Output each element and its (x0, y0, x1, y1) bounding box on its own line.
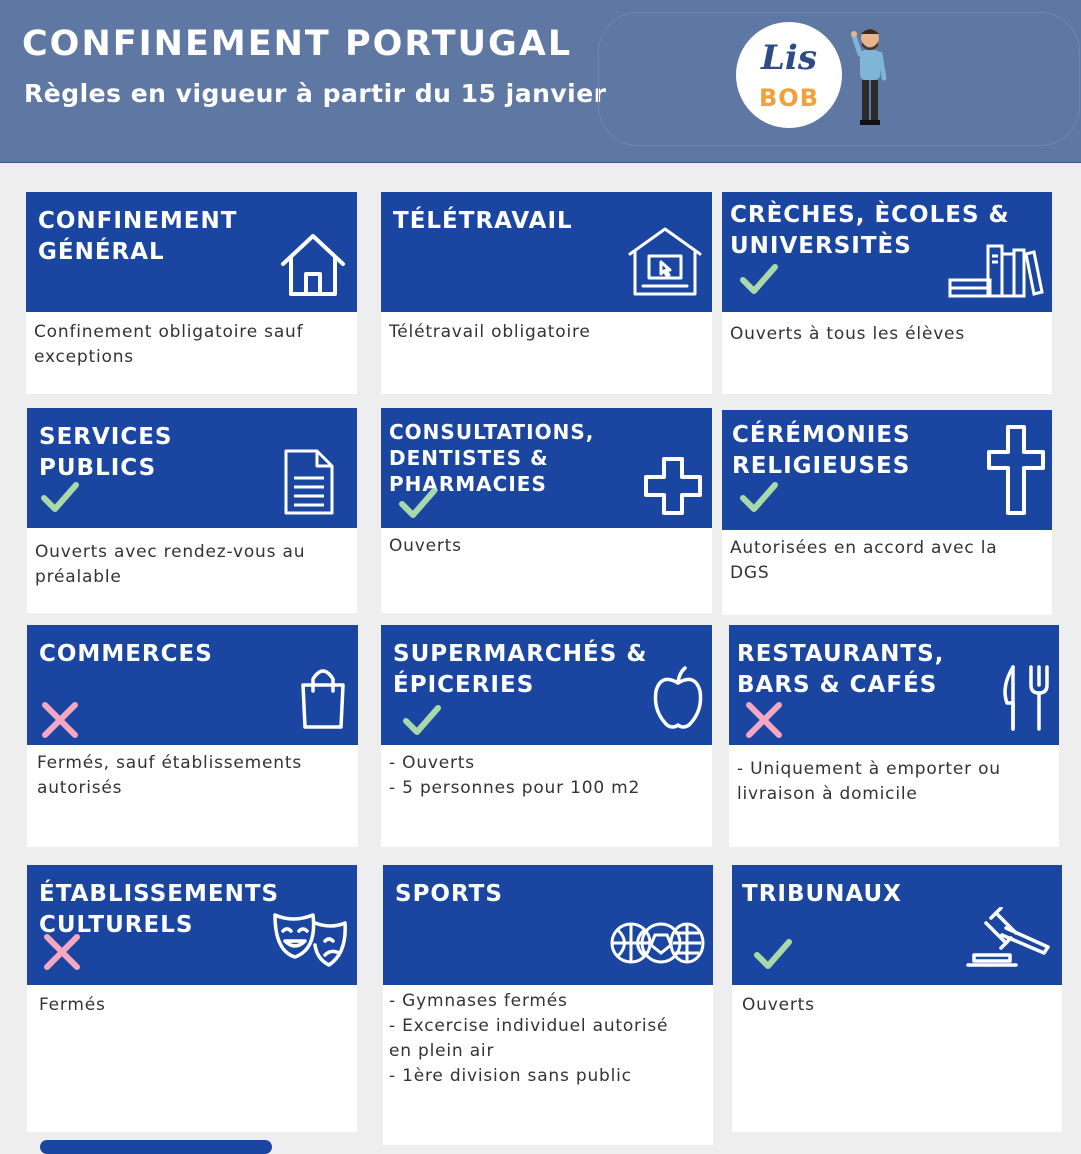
card-title: SERVICES PUBLICS (39, 424, 173, 481)
card-text: Autorisées en accord avec la DGS (730, 538, 998, 583)
card-etablissements-culturels (27, 865, 357, 1132)
card-text: - Gymnases fermés - Excercise individuel autorisé en plein air - 1ère division sans public (389, 991, 669, 1086)
card-text: Fermés (39, 995, 106, 1015)
card-title: TRIBUNAUX (742, 881, 902, 907)
books-icon (948, 242, 1044, 298)
header-banner (0, 0, 1081, 163)
apple-icon (651, 665, 705, 731)
card-commerces (27, 625, 358, 847)
check-icon (397, 482, 439, 524)
card-text: Ouverts avec rendez-vous au préalable (35, 542, 306, 587)
card-title: SPORTS (395, 881, 503, 907)
card-sports (383, 865, 713, 1145)
check-icon (738, 258, 780, 300)
card-confinement-general (26, 192, 357, 394)
card-text: Confinement obligatoire sauf exceptions (34, 322, 304, 367)
shopping-bag-icon (297, 665, 349, 731)
card-title: SUPERMARCHÉS & ÉPICERIES (393, 641, 648, 698)
footer-decoration (40, 1140, 272, 1154)
card-title: CONSULTATIONS, DENTISTES & PHARMACIES (389, 420, 595, 496)
card-title: CRÈCHES, ÈCOLES & UNIVERSITÈS (730, 202, 1010, 259)
card-text: Ouverts (389, 536, 462, 556)
check-icon (738, 476, 780, 518)
medical-cross-icon (643, 456, 703, 516)
card-text: Télétravail obligatoire (389, 322, 591, 342)
house-icon (278, 230, 348, 300)
card-services-publics (27, 408, 357, 613)
logo-text-top: Lis (761, 38, 817, 78)
card-title: TÉLÉTRAVAIL (393, 208, 573, 234)
card-title: RESTAURANTS, BARS & CAFÉS (737, 641, 945, 698)
theater-masks-icon (271, 909, 347, 969)
laptop-house-icon (627, 226, 703, 298)
lisbob-logo (736, 22, 842, 128)
cutlery-icon (999, 663, 1053, 733)
card-title: ÉTABLISSEMENTS CULTURELS (39, 881, 280, 938)
page-title: CONFINEMENT PORTUGAL (22, 24, 573, 64)
check-icon (39, 476, 81, 518)
card-text: Ouverts à tous les élèves (730, 324, 965, 344)
document-icon (283, 448, 335, 516)
card-title: COMMERCES (39, 641, 213, 667)
card-text: - Ouverts - 5 personnes pour 100 m2 (389, 753, 641, 798)
check-icon (401, 699, 443, 741)
logo-text-bottom: BOB (759, 84, 819, 112)
card-tribunaux (732, 865, 1062, 1132)
religious-cross-icon (986, 424, 1046, 516)
card-supermarches (381, 625, 712, 847)
card-teletravail (381, 192, 712, 394)
gavel-icon (966, 907, 1052, 969)
page-subtitle: Règles en vigueur à partir du 15 janvier (24, 79, 607, 108)
card-text: Ouverts (742, 995, 815, 1015)
cross-icon (743, 699, 785, 741)
card-restaurants (729, 625, 1059, 847)
mascot-figure-icon (848, 24, 892, 126)
sports-balls-icon (609, 921, 705, 965)
card-title: CONFINEMENT GÉNÉRAL (38, 208, 238, 265)
card-title: CÉRÉMONIES RELIGIEUSES (732, 422, 911, 479)
card-creches-ecoles (722, 192, 1052, 394)
check-icon (752, 933, 794, 975)
cross-icon (41, 931, 83, 973)
cross-icon (39, 699, 81, 741)
card-text: Fermés, sauf établissements autorisés (37, 753, 302, 798)
card-text: - Uniquement à emporter ou livraison à domicile (737, 759, 1001, 804)
card-ceremonies-religieuses (722, 410, 1052, 615)
card-consultations (381, 408, 712, 613)
